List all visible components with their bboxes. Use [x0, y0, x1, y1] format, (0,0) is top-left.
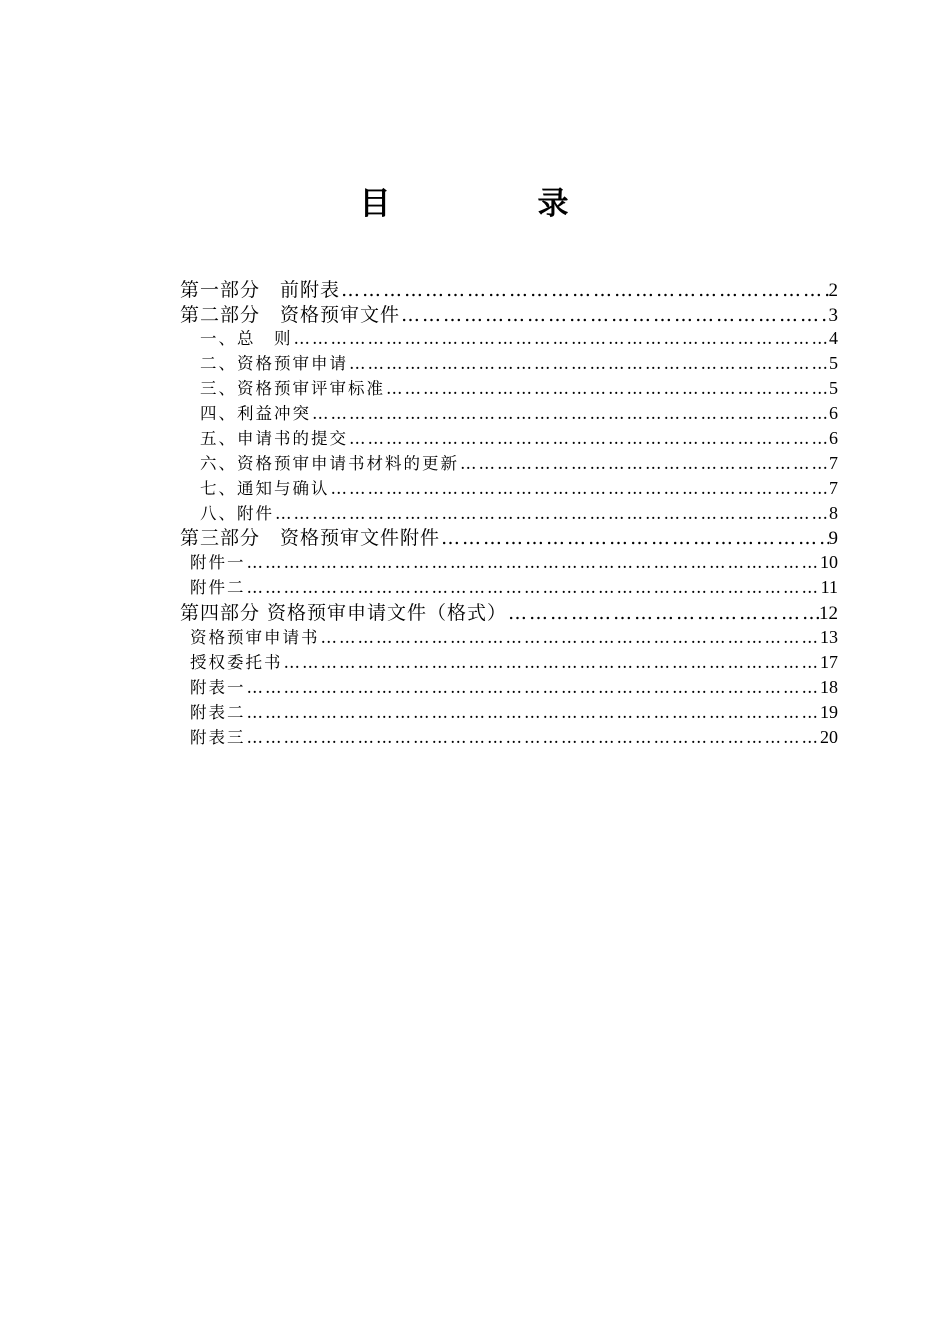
toc-entry-label: 二、资格预审申请: [200, 354, 348, 373]
toc-entry-label: 三、资格预审评审标准: [200, 379, 385, 398]
toc-entry-page: 9: [828, 528, 838, 549]
toc-entry-part-4[interactable]: [180, 598, 838, 625]
toc-entry-page: 3: [828, 305, 838, 326]
toc-leader-dots: [274, 504, 829, 523]
toc-entry-label: 五、申请书的提交: [200, 429, 348, 448]
toc-entry-label: 附表三: [190, 728, 246, 747]
toc-leader-dots: [440, 527, 828, 549]
toc-entry-label: 四、利益冲突: [200, 404, 311, 423]
toc-entry-section-2[interactable]: [200, 350, 838, 374]
toc-leader-dots: [459, 454, 829, 473]
toc-leader-dots: [400, 304, 828, 326]
toc-entry-page: 8: [829, 503, 838, 523]
toc-entry-label: 授权委托书: [190, 653, 283, 672]
toc-entry-page: 11: [820, 577, 838, 597]
toc-entry-part-2[interactable]: [180, 300, 838, 327]
toc-entry-schedule-1[interactable]: [190, 674, 838, 698]
toc-entry-label: 附表一: [190, 678, 246, 697]
toc-entry-part-1[interactable]: [180, 275, 838, 302]
toc-leader-dots: [246, 703, 821, 722]
toc-leader-dots: [385, 379, 829, 398]
toc-entry-section-1[interactable]: [200, 325, 838, 349]
toc-entry-label: 附件二: [190, 578, 246, 597]
toc-entry-section-4[interactable]: [200, 400, 838, 424]
toc-entry-page: 6: [829, 428, 838, 448]
toc-entry-label: 六、资格预审申请书材料的更新: [200, 454, 459, 473]
toc-entry-section-5[interactable]: [200, 425, 838, 449]
toc-leader-dots: [246, 728, 821, 747]
toc-entry-page: 12: [819, 603, 838, 624]
toc-entry-page: 13: [820, 627, 838, 647]
toc-entry-page: 20: [820, 727, 838, 747]
page-title: 目 录: [359, 186, 627, 222]
toc-entry-page: 18: [820, 677, 838, 697]
toc-entry-label: 资格预审申请书: [190, 628, 320, 647]
toc-entry-page: 5: [829, 378, 838, 398]
toc-entry-schedule-3[interactable]: [190, 724, 838, 748]
toc-entry-attachment-2[interactable]: [190, 574, 838, 598]
toc-entry-section-6[interactable]: [200, 450, 838, 474]
toc-entry-page: 5: [829, 353, 838, 373]
toc-entry-page: 7: [829, 478, 838, 498]
toc-entry-page: 2: [828, 280, 838, 301]
toc-entry-page: 10: [820, 552, 838, 572]
toc-entry-attachment-1[interactable]: [190, 549, 838, 573]
toc-entry-label: 八、附件: [200, 504, 274, 523]
toc-entry-page: 17: [820, 652, 838, 672]
toc-leader-dots: [507, 602, 819, 624]
toc-entry-label: 第一部分 前附表: [180, 279, 341, 301]
toc-entry-label: 附件一: [190, 553, 246, 572]
toc-leader-dots: [340, 279, 828, 301]
toc-leader-dots: [348, 429, 829, 448]
toc-leader-dots: [246, 553, 821, 572]
toc-leader-dots: [283, 653, 821, 672]
toc-entry-label: 第二部分 资格预审文件: [180, 304, 401, 326]
toc-entry-section-8[interactable]: [200, 500, 838, 524]
toc-entry-page: 4: [829, 328, 838, 348]
toc-entry-label: 第三部分 资格预审文件附件: [180, 527, 441, 549]
toc-leader-dots: [348, 354, 829, 373]
toc-entry-schedule-2[interactable]: [190, 699, 838, 723]
toc-entry-label: 附表二: [190, 703, 246, 722]
toc-leader-dots: [246, 578, 821, 597]
toc-leader-dots: [330, 479, 830, 498]
toc-entry-page: 19: [820, 702, 838, 722]
toc-leader-dots: [293, 329, 830, 348]
toc-entry-power-of-attorney[interactable]: [190, 649, 838, 673]
toc-entry-application-letter[interactable]: [190, 624, 838, 648]
toc-leader-dots: [320, 628, 821, 647]
toc-entry-section-3[interactable]: [200, 375, 838, 399]
toc-entry-part-3[interactable]: [180, 523, 838, 550]
toc-leader-dots: [311, 404, 829, 423]
toc-entry-section-7[interactable]: [200, 475, 838, 499]
toc-leader-dots: [246, 678, 821, 697]
toc-entry-page: 6: [829, 403, 838, 423]
toc-entry-label: 七、通知与确认: [200, 479, 330, 498]
toc-entry-label: 第四部分 资格预审申请文件（格式）: [180, 602, 508, 624]
toc-entry-page: 7: [829, 453, 838, 473]
toc-entry-label: 一、总 则: [200, 329, 293, 348]
